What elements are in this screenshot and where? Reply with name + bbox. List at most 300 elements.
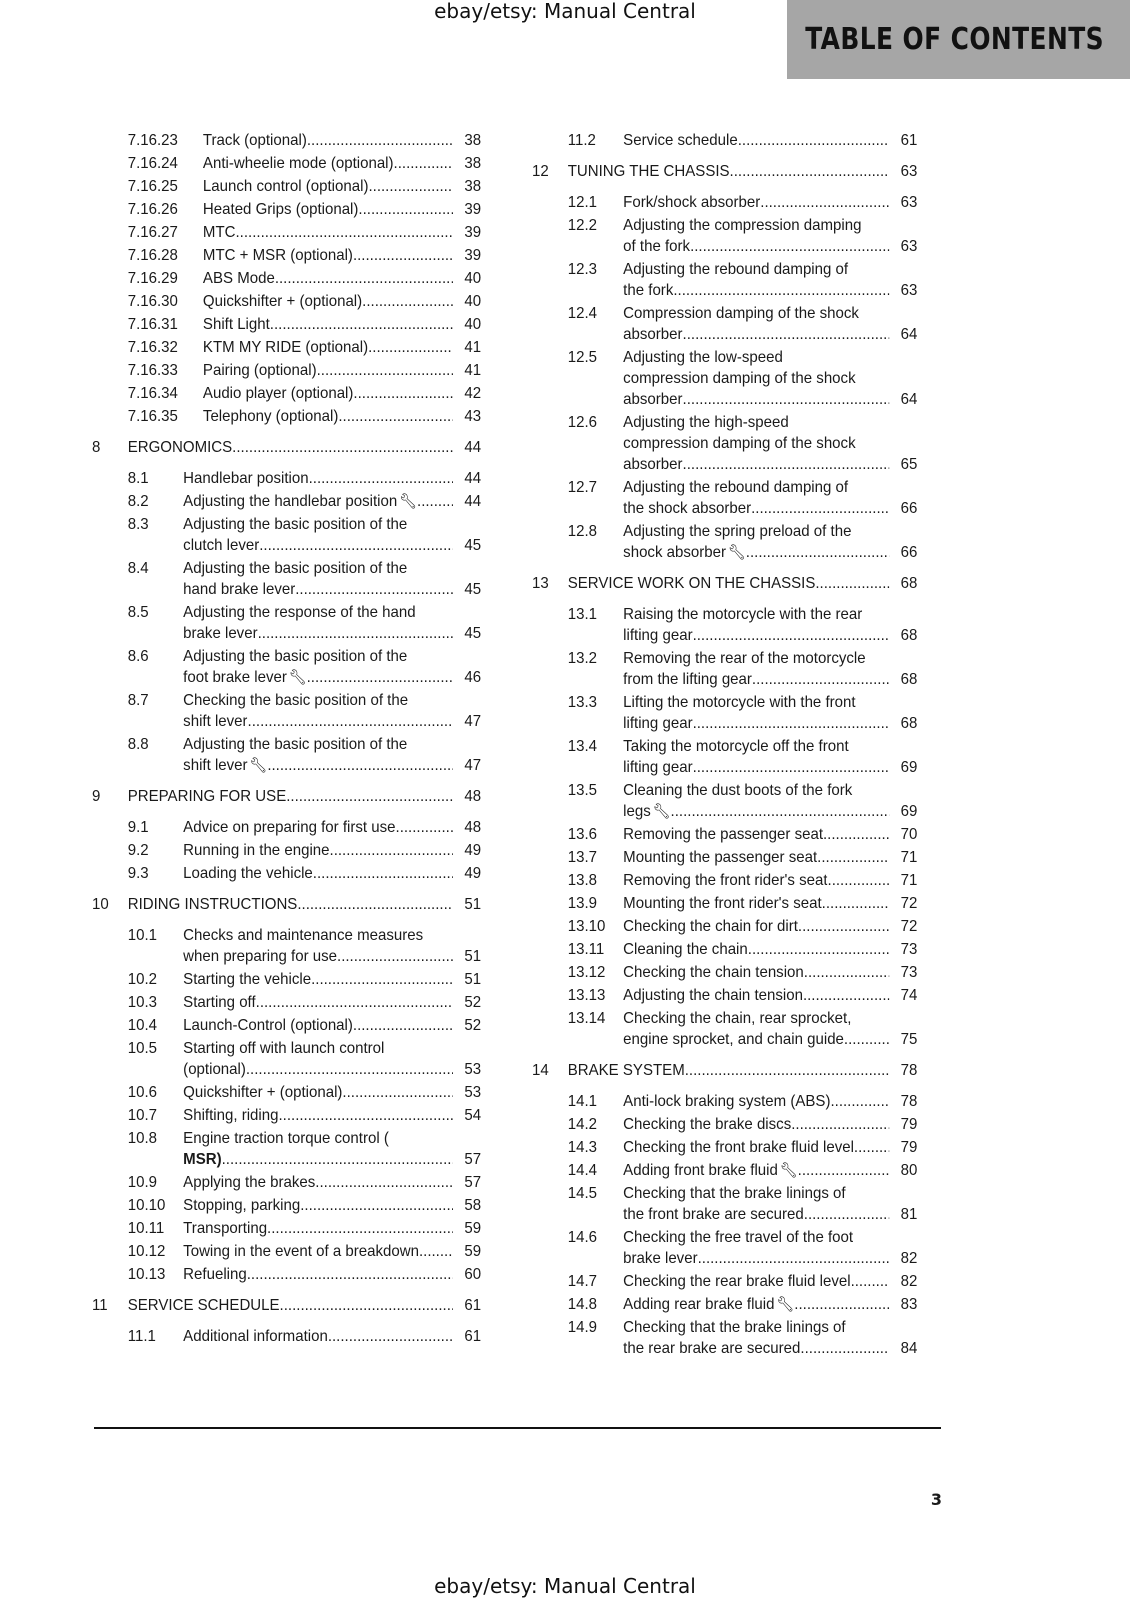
entry-title-line: Checking the chain, rear sprocket, <box>623 1010 852 1027</box>
dot-leader <box>673 280 889 301</box>
entry-number: 10.9 <box>127 1174 157 1191</box>
entry-number: 7.16.31 <box>127 316 178 333</box>
entry-page: 59 <box>464 1220 482 1237</box>
chapter-page: 63 <box>900 163 918 180</box>
dot-leader <box>317 360 453 381</box>
dot-leader <box>804 1204 889 1225</box>
entry-title: Advice on preparing for first use <box>183 819 396 836</box>
dot-leader <box>751 498 889 519</box>
entry-page: 54 <box>464 1107 482 1124</box>
entry-title: brake lever <box>183 625 258 642</box>
toc-entry[interactable] <box>532 916 917 937</box>
entry-title: KTM MY RIDE (optional) <box>202 339 369 356</box>
entry-number: 13.8 <box>567 872 597 889</box>
entry-page: 45 <box>464 581 482 598</box>
toc-entry[interactable] <box>92 992 481 1013</box>
entry-title: lifting gear <box>623 627 693 644</box>
entry-page: 39 <box>464 224 482 241</box>
entry-title: Service schedule <box>623 132 738 149</box>
entry-title: brake lever <box>623 1250 698 1267</box>
entry-title: Quickshifter + (optional) <box>202 293 363 310</box>
toc-entry[interactable] <box>92 1038 481 1080</box>
entry-title-line: Raising the motorcycle with the rear <box>623 606 863 623</box>
entry-title: Anti-wheelie mode (optional) <box>202 155 394 172</box>
dot-leader <box>338 406 453 427</box>
entry-number: 10.6 <box>127 1084 157 1101</box>
entry-page: 81 <box>900 1206 918 1223</box>
dot-leader <box>368 337 453 358</box>
toc-entry[interactable] <box>532 604 917 646</box>
chapter-title: ERGONOMICS <box>127 439 233 456</box>
entry-title: Checking the chain for dirt <box>623 918 798 935</box>
toc-entry[interactable] <box>92 969 481 990</box>
chapter-number: 9 <box>92 788 101 805</box>
entry-page: 69 <box>900 803 918 820</box>
entry-title: the rear brake are secured <box>623 1340 801 1357</box>
dot-leader <box>258 623 453 644</box>
toc-chapter-12[interactable] <box>532 161 917 182</box>
toc-entry[interactable] <box>92 734 481 776</box>
entry-page: 51 <box>464 948 482 965</box>
entry-page: 49 <box>464 865 482 882</box>
toc-entry[interactable] <box>92 1128 481 1170</box>
toc-entry[interactable] <box>532 736 917 778</box>
toc-entry[interactable] <box>92 468 481 489</box>
entry-page: 74 <box>900 987 918 1004</box>
chapter-page: 78 <box>900 1062 918 1079</box>
chapter-number: 14 <box>532 1062 549 1079</box>
entry-page: 45 <box>464 625 482 642</box>
entry-title: the fork <box>623 282 674 299</box>
entry-number: 12.5 <box>567 349 597 366</box>
entry-title-line: Cleaning the dust boots of the fork <box>623 782 853 799</box>
entry-number: 10.12 <box>127 1243 166 1260</box>
dot-leader <box>798 916 889 937</box>
entry-title: Applying the brakes <box>183 1174 316 1191</box>
entry-title: legs <box>623 803 651 820</box>
toc-entry[interactable] <box>92 337 481 358</box>
entry-title-line: Adjusting the basic position of the <box>183 648 408 665</box>
entry-title: absorber <box>623 326 683 343</box>
entry-number: 14.2 <box>567 1116 597 1133</box>
toc-entry[interactable] <box>532 985 917 1006</box>
toc-column-left <box>92 130 506 1349</box>
toc-entry[interactable] <box>92 130 481 151</box>
toc-entry[interactable] <box>92 646 481 688</box>
entry-title: absorber <box>623 456 683 473</box>
entry-page: 40 <box>464 293 482 310</box>
toc-entry[interactable] <box>92 840 481 861</box>
entry-page: 38 <box>464 155 482 172</box>
toc-entry[interactable] <box>532 303 917 345</box>
section-header <box>787 0 1130 79</box>
entry-title-line: Checking the free travel of the foot <box>623 1229 854 1246</box>
entry-title: shift lever <box>183 713 248 730</box>
dot-leader <box>275 268 453 289</box>
entry-number: 14.5 <box>567 1185 597 1202</box>
entry-number: 7.16.26 <box>127 201 178 218</box>
dot-leader <box>315 1172 453 1193</box>
entry-page: 38 <box>464 132 482 149</box>
entry-number: 14.7 <box>567 1273 597 1290</box>
dot-leader <box>822 893 890 914</box>
entry-page: 48 <box>464 819 482 836</box>
dot-leader <box>683 454 890 475</box>
entry-title: MTC + MSR (optional) <box>202 247 353 264</box>
toc-entry[interactable] <box>532 1114 917 1135</box>
toc-entry[interactable] <box>532 347 917 410</box>
entry-number: 13.4 <box>567 738 597 755</box>
toc-entry[interactable] <box>92 690 481 732</box>
entry-title: Pairing (optional) <box>202 362 317 379</box>
dot-leader <box>683 324 890 345</box>
wrench-icon: 🔧︎ <box>727 544 746 561</box>
dot-leader <box>851 1271 890 1292</box>
entry-number: 7.16.24 <box>127 155 178 172</box>
entry-number: 10.2 <box>127 971 157 988</box>
dot-leader <box>823 824 889 845</box>
entry-page: 53 <box>464 1061 482 1078</box>
entry-number: 8.7 <box>127 692 149 709</box>
toc-entry[interactable] <box>532 477 917 519</box>
entry-number: 13.5 <box>567 782 597 799</box>
toc-entry[interactable] <box>92 153 481 174</box>
dot-leader <box>280 1295 453 1316</box>
toc-chapter-8[interactable] <box>92 437 481 458</box>
entry-title: from the lifting gear <box>623 671 752 688</box>
toc-entry[interactable] <box>92 1172 481 1193</box>
toc-entry[interactable] <box>532 1008 917 1050</box>
entry-title: Transporting <box>183 1220 268 1237</box>
entry-number: 8.5 <box>127 604 149 621</box>
entry-page: 41 <box>464 339 482 356</box>
entry-title: Fork/shock absorber <box>623 194 761 211</box>
dot-leader <box>748 939 889 960</box>
entry-title-line: Adjusting the basic position of the <box>183 560 408 577</box>
entry-page: 68 <box>900 627 918 644</box>
toc-entry[interactable] <box>92 383 481 404</box>
entry-title-line: Lifting the motorcycle with the front <box>623 694 856 711</box>
entry-page: 57 <box>464 1174 482 1191</box>
toc-entry[interactable] <box>532 1227 917 1269</box>
entry-number: 10.4 <box>127 1017 157 1034</box>
entry-title: Launch control (optional) <box>202 178 369 195</box>
dot-leader <box>794 1294 889 1315</box>
chapter-title: SERVICE WORK ON THE CHASSIS <box>567 575 816 592</box>
entry-page: 41 <box>464 362 482 379</box>
entry-title: Shifting, riding <box>183 1107 279 1124</box>
toc-entry[interactable] <box>92 176 481 197</box>
entry-title-line: Removing the rear of the motorcycle <box>623 650 866 667</box>
dot-leader <box>307 667 453 688</box>
toc-entry[interactable] <box>532 870 917 891</box>
toc-entry[interactable] <box>92 406 481 427</box>
entry-number: 9.2 <box>127 842 149 859</box>
entry-page: 64 <box>900 326 918 343</box>
entry-number: 13.7 <box>567 849 597 866</box>
page-number: 3 <box>930 1490 942 1509</box>
entry-number: 7.16.34 <box>127 385 178 402</box>
entry-title: Adding front brake fluid <box>623 1162 778 1179</box>
entry-number: 10.1 <box>127 927 157 944</box>
entry-page: 38 <box>464 178 482 195</box>
toc-entry[interactable] <box>532 824 917 845</box>
entry-page: 59 <box>464 1243 482 1260</box>
toc-entry[interactable] <box>92 360 481 381</box>
entry-title: hand brake lever <box>183 581 296 598</box>
chapter-number: 8 <box>92 439 101 456</box>
entry-number: 12.6 <box>567 414 597 431</box>
toc-entry[interactable] <box>532 692 917 734</box>
entry-title: Audio player (optional) <box>202 385 354 402</box>
toc-entry[interactable] <box>92 491 481 512</box>
entry-title: when preparing for use <box>183 948 338 965</box>
entry-page: 83 <box>900 1296 918 1313</box>
dot-leader <box>693 713 890 734</box>
entry-number: 8.3 <box>127 516 149 533</box>
entry-page: 79 <box>900 1116 918 1133</box>
entry-number: 14.4 <box>567 1162 597 1179</box>
chapter-page: 68 <box>900 575 918 592</box>
entry-page: 63 <box>900 194 918 211</box>
toc-entry[interactable] <box>532 1183 917 1225</box>
toc-entry[interactable] <box>92 863 481 884</box>
entry-title: Additional information <box>183 1328 328 1345</box>
entry-title: the shock absorber <box>623 500 752 517</box>
dot-leader <box>247 1264 453 1285</box>
toc-entry[interactable] <box>92 558 481 600</box>
chapter-number: 13 <box>532 575 549 592</box>
entry-page: 46 <box>464 669 482 686</box>
toc-entry[interactable] <box>532 939 917 960</box>
entry-title-line: Adjusting the low-speed <box>623 349 783 366</box>
entry-page: 71 <box>900 849 918 866</box>
entry-number: 8.8 <box>127 736 149 753</box>
entry-number: 11.2 <box>567 132 596 149</box>
toc-entry[interactable] <box>92 268 481 289</box>
entry-title-line: Checking that the brake linings of <box>623 1185 846 1202</box>
entry-number: 8.6 <box>127 648 149 665</box>
entry-title-line: Adjusting the spring preload of the <box>623 523 852 540</box>
toc-entry[interactable] <box>92 1218 481 1239</box>
dot-leader <box>267 755 453 776</box>
toc-entry[interactable] <box>532 780 917 822</box>
wrench-icon: 🔧︎ <box>652 803 671 820</box>
dot-leader <box>311 969 453 990</box>
dot-leader <box>307 130 453 151</box>
entry-number: 7.16.27 <box>127 224 178 241</box>
toc-entry[interactable] <box>532 192 917 213</box>
entry-title-line: compression damping of the shock <box>623 370 856 387</box>
entry-title: Mounting the front rider's seat <box>623 895 822 912</box>
toc-entry[interactable] <box>532 130 917 151</box>
dot-leader <box>232 437 453 458</box>
toc-chapter-9[interactable] <box>92 786 481 807</box>
entry-title: lifting gear <box>623 759 693 776</box>
dot-leader <box>394 153 453 174</box>
toc-entry[interactable] <box>92 291 481 312</box>
entry-title: Telephony (optional) <box>202 408 339 425</box>
toc-entry[interactable] <box>92 1326 481 1347</box>
dot-leader <box>259 535 453 556</box>
entry-title: Running in the engine <box>183 842 330 859</box>
toc-entry[interactable] <box>532 847 917 868</box>
chapter-title: BRAKE SYSTEM <box>567 1062 685 1079</box>
entry-number: 14.3 <box>567 1139 597 1156</box>
wrench-icon: 🔧︎ <box>779 1162 798 1179</box>
entry-title: clutch lever <box>183 537 260 554</box>
wrench-icon: 🔧︎ <box>399 493 418 510</box>
entry-page: 82 <box>900 1273 918 1290</box>
toc-entry[interactable] <box>92 199 481 220</box>
dot-leader <box>278 1105 452 1126</box>
toc-entry[interactable] <box>92 1195 481 1216</box>
entry-title: Refueling <box>183 1266 247 1283</box>
toc-chapter-11[interactable] <box>92 1295 481 1316</box>
dot-leader <box>286 786 453 807</box>
toc-entry[interactable] <box>532 259 917 301</box>
entry-page: 39 <box>464 201 482 218</box>
entry-page: 45 <box>464 537 482 554</box>
dot-leader <box>698 1248 890 1269</box>
toc-entry[interactable] <box>532 521 917 563</box>
entry-title: Heated Grips (optional) <box>202 201 359 218</box>
entry-title: Shift Light <box>202 316 270 333</box>
toc-entry[interactable] <box>92 1015 481 1036</box>
dot-leader <box>804 962 889 983</box>
toc-entry[interactable] <box>532 1317 917 1359</box>
toc-entry[interactable] <box>532 1091 917 1112</box>
page-title: TABLE OF CONTENTS <box>805 22 1104 57</box>
toc-entry[interactable] <box>532 412 917 475</box>
toc-entry[interactable] <box>532 215 917 257</box>
entry-title: Cleaning the chain <box>623 941 748 958</box>
toc-entry[interactable] <box>532 1294 917 1315</box>
toc-entry[interactable] <box>92 1241 481 1262</box>
dot-leader <box>730 161 890 182</box>
entry-page: 43 <box>464 408 482 425</box>
toc-chapter-14[interactable] <box>532 1060 917 1081</box>
entry-page: 52 <box>464 994 482 1011</box>
dot-leader <box>828 870 890 891</box>
toc-entry[interactable] <box>92 514 481 556</box>
dot-leader <box>683 389 890 410</box>
dot-leader <box>815 573 889 594</box>
entry-page: 73 <box>900 964 918 981</box>
entry-page: 39 <box>464 247 482 264</box>
footer-divider <box>94 1427 941 1429</box>
entry-page: 66 <box>900 544 918 561</box>
entry-title-line: Compression damping of the shock <box>623 305 859 322</box>
entry-number: 13.12 <box>567 964 606 981</box>
toc-entry[interactable] <box>92 222 481 243</box>
entry-page: 57 <box>464 1151 482 1168</box>
dot-leader <box>752 669 889 690</box>
entry-title: Towing in the event of a breakdown <box>183 1243 419 1260</box>
entry-number: 13.14 <box>567 1010 606 1027</box>
toc-entry[interactable] <box>532 1271 917 1292</box>
entry-page: 66 <box>900 500 918 517</box>
entry-number: 11.1 <box>127 1328 156 1345</box>
entry-page: 60 <box>464 1266 482 1283</box>
toc-chapter-13[interactable] <box>532 573 917 594</box>
entry-number: 9.1 <box>127 819 149 836</box>
dot-leader <box>671 801 890 822</box>
entry-page: 75 <box>900 1031 918 1048</box>
entry-number: 13.6 <box>567 826 597 843</box>
entry-title-line: compression damping of the shock <box>623 435 856 452</box>
dot-leader <box>353 1015 453 1036</box>
entry-number: 10.10 <box>127 1197 166 1214</box>
entry-title: Starting the vehicle <box>183 971 312 988</box>
dot-leader <box>685 1060 889 1081</box>
entry-page: 42 <box>464 385 482 402</box>
chapter-title: TUNING THE CHASSIS <box>567 163 730 180</box>
dot-leader <box>738 130 889 151</box>
toc-entry[interactable] <box>92 925 481 967</box>
toc-entry[interactable] <box>92 314 481 335</box>
entry-title-line: Adjusting the compression damping <box>623 217 862 234</box>
dot-leader <box>693 757 890 778</box>
entry-number: 12.2 <box>567 217 597 234</box>
chapter-number: 10 <box>92 896 109 913</box>
chapter-number: 12 <box>532 163 549 180</box>
entry-title: Adjusting the chain tension <box>623 987 803 1004</box>
entry-page: 72 <box>900 895 918 912</box>
entry-number: 14.9 <box>567 1319 597 1336</box>
entry-page: 44 <box>464 470 482 487</box>
entry-title: Loading the vehicle <box>183 865 313 882</box>
dot-leader <box>844 1029 889 1050</box>
dot-leader <box>270 314 453 335</box>
toc-chapter-10[interactable] <box>92 894 481 915</box>
toc-entry[interactable] <box>532 1160 917 1181</box>
toc-entry[interactable] <box>92 602 481 644</box>
dot-leader <box>854 1137 889 1158</box>
entry-title-line: Engine traction torque control ( <box>183 1130 389 1147</box>
entry-number: 14.6 <box>567 1229 597 1246</box>
toc-entry[interactable] <box>92 1082 481 1103</box>
toc-entry[interactable] <box>532 893 917 914</box>
entry-title: engine sprocket, and chain guide <box>623 1031 844 1048</box>
entry-number: 8.4 <box>127 560 149 577</box>
toc-entry[interactable] <box>92 1105 481 1126</box>
toc-entry[interactable] <box>92 245 481 266</box>
toc-entry[interactable] <box>92 817 481 838</box>
entry-number: 7.16.33 <box>127 362 178 379</box>
toc-entry[interactable] <box>532 1137 917 1158</box>
entry-title: Removing the passenger seat <box>623 826 824 843</box>
entry-number: 10.3 <box>127 994 157 1011</box>
entry-title: foot brake lever <box>183 669 287 686</box>
dot-leader <box>362 291 453 312</box>
entry-title: ABS Mode <box>202 270 275 287</box>
entry-number: 10.7 <box>127 1107 157 1124</box>
entry-title: Checking the chain tension <box>623 964 804 981</box>
entry-title: Adjusting the handlebar position <box>183 493 398 510</box>
entry-title: Removing the front rider's seat <box>623 872 828 889</box>
toc-entry[interactable] <box>532 962 917 983</box>
toc-entry[interactable] <box>92 1264 481 1285</box>
entry-number: 13.11 <box>567 941 605 958</box>
entry-number: 7.16.25 <box>127 178 178 195</box>
dot-leader <box>803 985 889 1006</box>
entry-number: 14.8 <box>567 1296 597 1313</box>
dot-leader <box>817 847 889 868</box>
toc-entry[interactable] <box>532 648 917 690</box>
entry-number: 12.4 <box>567 305 597 322</box>
dot-leader <box>297 894 453 915</box>
